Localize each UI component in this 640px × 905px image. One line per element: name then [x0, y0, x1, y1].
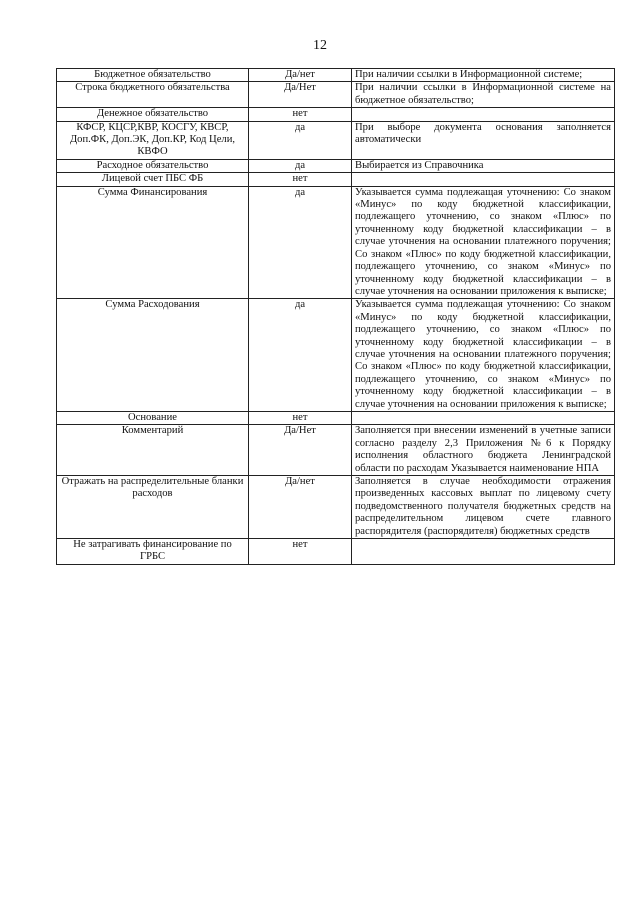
required-flag: да [249, 121, 352, 159]
field-name: Сумма Расходования [57, 299, 249, 412]
required-flag: Да/Нет [249, 82, 352, 108]
field-note [352, 411, 615, 424]
field-note: Заполняется при внесении изменений в учетные записи согласно разделу 2,3 Приложения №6 к Порядку исполнения областного бюджета Ленинградской области по расходам Указывается наименование НПА [352, 425, 615, 476]
required-flag: Да/Нет [249, 425, 352, 476]
table-row [57, 476, 615, 539]
field-name: Комментарий [57, 425, 249, 476]
requisites-table [56, 68, 615, 565]
field-note [352, 108, 615, 121]
field-name: Сумма Финансирования [57, 186, 249, 299]
field-name: Лицевой счет ПБС ФБ [57, 173, 249, 186]
field-name: Основание [57, 411, 249, 424]
table-row [57, 82, 615, 108]
table-row [57, 69, 615, 82]
table-row [57, 121, 615, 159]
table-row [57, 159, 615, 172]
table-row [57, 425, 615, 476]
table-row [57, 411, 615, 424]
field-note [352, 173, 615, 186]
table-row [57, 539, 615, 565]
field-name: Не затрагивать финансирование по ГРБС [57, 539, 249, 565]
required-flag: да [249, 159, 352, 172]
field-note: При наличии ссылки в Информационной системе на бюджетное обязательство; [352, 82, 615, 108]
field-note: При выборе документа основания заполняется автоматически [352, 121, 615, 159]
page-number: 12 [313, 38, 327, 53]
field-name: Расходное обязательство [57, 159, 249, 172]
required-flag: Да/нет [249, 69, 352, 82]
field-name: Бюджетное обязательство [57, 69, 249, 82]
field-name: Отражать на распределительные бланки расходов [57, 476, 249, 539]
required-flag: да [249, 299, 352, 412]
required-flag: Да/нет [249, 476, 352, 539]
field-name: Строка бюджетного обязательства [57, 82, 249, 108]
field-note: При наличии ссылки в Информационной системе; [352, 69, 615, 82]
table-row [57, 173, 615, 186]
field-note: Заполняется в случае необходимости отражения произведенных кассовых выплат по лицевому счету подведомственного получателя бюджетных средств на распределительном лицевом счете главного распорядителя (распорядителя) бюджетных средств [352, 476, 615, 539]
required-flag: нет [249, 411, 352, 424]
field-name: КФСР, КЦСР,КВР, КОСГУ, КВСР, Доп.ФК, Доп.ЭК, Доп.КР, Код Цели, КВФО [57, 121, 249, 159]
field-note: Указывается сумма подлежащая уточнению: Со знаком «Минус» по коду бюджетной классификации, подлежащего уточнению, со знаком «Плюс» по уточненному коду бюджетной классификации – в случае уточнения на основании платежного поручения; Со знаком «Плюс» по коду бюджетной классификации, подлежащего уточнению, со знаком «Минус» по уточненному коду бюджетной классификации – в случае уточнения на основании приложения к выписке; [352, 186, 615, 299]
table-row [57, 108, 615, 121]
required-flag: нет [249, 173, 352, 186]
field-note: Указывается сумма подлежащая уточнению: Со знаком «Минус» по коду бюджетной классификации, подлежащего уточнению, со знаком «Плюс» по уточненному коду бюджетной классификации – в случае уточнения на основании платежного поручения; Со знаком «Плюс» по коду бюджетной классификации, подлежащего уточнению, со знаком «Минус» по уточненному коду бюджетной классификации – в случае уточнения на основании приложения к выписке; [352, 299, 615, 412]
field-note: Выбирается из Справочника [352, 159, 615, 172]
required-flag: нет [249, 108, 352, 121]
table-row [57, 299, 615, 412]
table-row [57, 186, 615, 299]
field-name: Денежное обязательство [57, 108, 249, 121]
required-flag: да [249, 186, 352, 299]
field-note [352, 539, 615, 565]
required-flag: нет [249, 539, 352, 565]
